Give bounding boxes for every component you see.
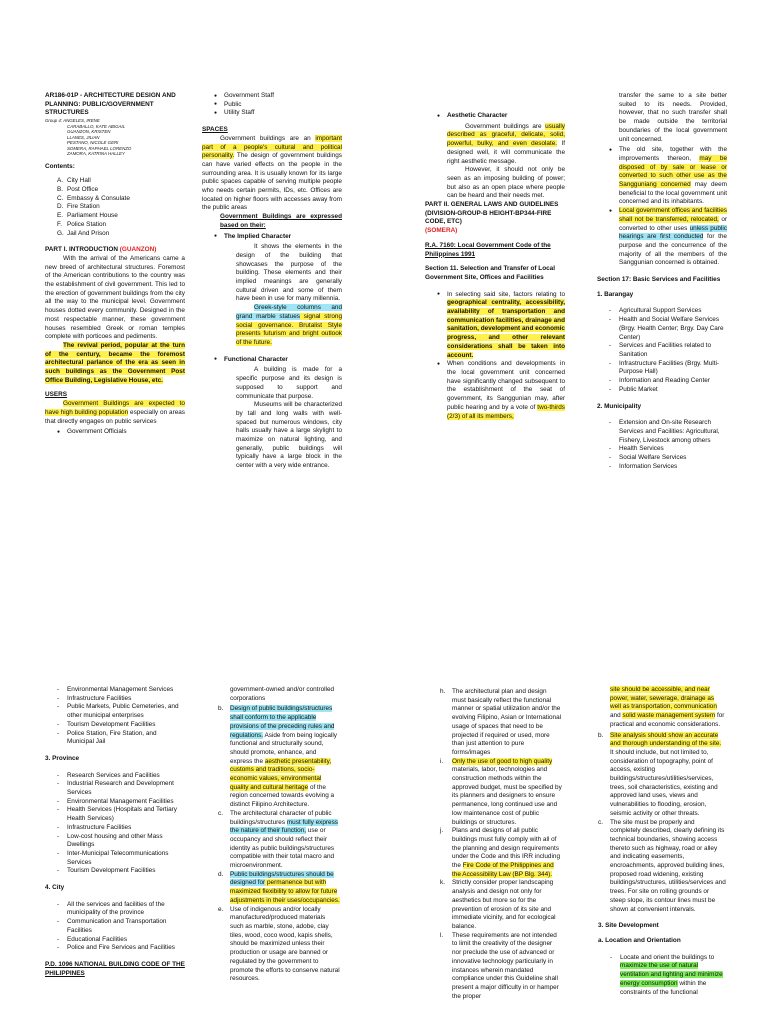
contents-item: E. Parliament House <box>57 212 118 220</box>
member: ZAMORA, KATRINA HALLEY <box>67 151 125 157</box>
group-members <box>45 118 185 157</box>
users-heading: USERS <box>45 391 68 399</box>
page2-column-3 <box>440 686 562 1003</box>
page1-column-2 <box>202 92 342 471</box>
province-heading: 3. Province <box>45 754 80 762</box>
functional-list <box>202 356 342 365</box>
page2-column-1 <box>45 686 185 978</box>
section11-item: ● Local government offices and facilities shall not be transferred, relocated, or converted to other uses unless public hearings are first conducted for the purpose and the concurrence of the majority of all the members of the Sanggunian concerned is obtained. <box>597 207 727 268</box>
aesthetic-paragraph-2: However, it should not only be seen as an imposing building of power; but also as an open place where people can be heard and their needs met. <box>447 166 565 200</box>
contents-item: G. Jail And Prison <box>57 229 110 237</box>
barangay-item: - Services and Facilities related to Sanitation <box>597 342 727 359</box>
member: CARABALLO, KATE ABIGAIL <box>67 123 126 129</box>
municipality-item: - Tourism Development Facilities <box>45 721 185 730</box>
pd1096-heading: P.D. 1096 NATIONAL BUILDING CODE OF THE PHILIPPINES <box>45 960 185 977</box>
intro-continued: government-owned and/or controlled corporations <box>230 686 335 702</box>
site-paragraph-continued: site should be accessible, and near power, water, sewerage, drainage as well as transportation, communication and solid waste management system for practical and economic considerations. <box>610 686 725 728</box>
contents-item: C. Embassy & Consulate <box>57 194 130 202</box>
municipality-item: - Environmental Management Services <box>45 686 185 695</box>
barangay-item: - Health and Social Welfare Services (Brgy. Health Center; Brgy. Day Care Center) <box>597 316 727 342</box>
barangay-heading: 1. Barangay <box>597 290 634 298</box>
guideline-list <box>218 705 340 984</box>
section11-list-continued <box>597 146 727 268</box>
page2-column-4 <box>598 686 726 999</box>
intro-paragraph-1: With the arrival of the Americans came a new breed of architectural structures. Foremost of the American contributions to the country was the establishment of civil government. This led to the erection of government buildings from the city all the way to the municipal level. Government houses dotted every community. Designed in the most respectable manner, these government houses resembled Greek or roman temples complete with porticoes and pediments. <box>45 254 185 341</box>
member: SOMERA, RAPHAEL LORENZO <box>67 145 132 151</box>
municipality-list-continued <box>45 686 185 747</box>
implied-paragraph-2: Greek-style columns and grand marble statues signal strong social governance. Brutalist Style presents futurism and bright outlook of the future. <box>236 304 342 346</box>
document-title: AR186-01P - ARCHITECTURE DESIGN AND PLANNING: PUBLIC/GOVERNMENT STRUCTURES <box>45 92 176 117</box>
guideline-item-i: i. Only the use of good to high quality materials, labor, technologies and construction methods within the approved budget, must be specified by its planners and designers to ensure permanence, long continued use and low maintenance cost of public buildings or structures. <box>440 757 562 826</box>
page1-column-1 <box>45 92 185 439</box>
users-list-item: ● Utility Staff <box>202 109 342 118</box>
section11-item: ● When conditions and developments in the local government unit concerned have significantly changed subsequent to the establishment of the seat of government, its Sanggunian may, after public hearing and by a vote of two-thirds (2/3) of all its members, <box>425 360 565 421</box>
implied-paragraph-1: It shows the elements in the design of the building that showcases the purpose of the building. These elements and their implied meanings are generally cultural driven and some of them have been in use for many millennia. <box>236 243 342 303</box>
guideline-item-l: l. These requirements are not intended to limit the creativity of the designer nor preclude the use of advanced or innovative technology particularly in instances wherein mandated compliance under this Guideline shall present a major difficulty in or hamper the proper <box>440 931 559 1000</box>
site-item-b: b. Site analysis should show an accurate and thorough understanding of the site. It should include, but not limited to, consideration of topography, point of access, existing buildings/structures/utilities/services, trees, soil characteristics, existing and approved land uses, views and vulnerabilities to flooding, erosion, seismic activity or other threats. <box>598 731 722 817</box>
barangay-item: - Information and Reading Center <box>597 377 727 386</box>
contents-item: F. Police Station <box>57 220 107 228</box>
municipality-item: - Health Services <box>597 445 727 454</box>
member: GUANZON, KRISTEN <box>67 129 111 135</box>
part2-heading: PART II. GENERAL LAWS AND GUIDELINES (DIVISION-GROUP-B HEIGHT-BP344-FIRE CODE, ETC) (SOMERA) <box>425 201 559 235</box>
guideline-item-k: k. Strictly consider proper landscaping analysis and design not only for aesthetics but more so for the prevention of erosion of its site and immediate vicinity, and for ecological balance. <box>440 879 556 930</box>
page1-column-4 <box>597 92 727 473</box>
province-item: - Health Services (Hospitals and Tertiary Health Services) <box>45 806 185 823</box>
contents-item: B. Post Office <box>57 186 99 194</box>
city-item: - All the services and facilities of the municipality of the province <box>45 901 185 918</box>
guideline-list-continued <box>440 688 562 1001</box>
municipality-item: - Police Station, Fire Station, and Municipal Jail <box>45 730 185 747</box>
users-list-item: ● Public <box>202 101 342 110</box>
municipality-list <box>597 419 727 471</box>
section11-list <box>425 291 565 422</box>
intro-paragraph-2: The revival period, popular at the turn of the century, became the foremost architectural parlance of the era as seen in such buildings as the Government Post Office Building, Legislative House, etc. <box>45 341 185 384</box>
barangay-item: - Public Market <box>597 386 727 395</box>
site-development-heading: 3. Site Development <box>598 922 659 930</box>
contents-item: A. City Hall <box>57 177 91 185</box>
location-item: - Locate and orient the buildings to maximize the use of natural ventilation and lighting and minimize energy consumption within the constraints of the functional <box>598 954 726 998</box>
section11-item: ● In selecting said site, factors relating to geographical centrality, accessibility, availability of transportation and communication facilities, drainage and sanitation, development and economic progress, and other relevant considerations shall be taken into account. <box>425 291 565 361</box>
expressed-heading: Government Buildings are expressed based on their: <box>220 213 342 229</box>
city-item: - Educational Facilities <box>45 936 185 945</box>
city-heading: 4. City <box>45 884 65 892</box>
implied-list <box>202 233 342 242</box>
site-list <box>598 732 726 915</box>
implied-heading: ● The Implied Character <box>202 233 342 242</box>
province-item: - Research Services and Facilities <box>45 772 185 781</box>
city-item: - Police and Fire Services and Facilities <box>45 944 185 953</box>
province-item: - Inter-Municipal Telecommunications Services <box>45 850 185 867</box>
guideline-item-e: e. Use of indigenous and/or locally manufactured/produced materials such as marble, stone, adobe, clay tiles, wood, coco wood, kapis shells, should be maximized unless their production or usage are banned or regulated by the government to promote the efforts to conserve natural resources. <box>218 905 340 983</box>
location-heading: a. Location and Orientation <box>598 936 681 944</box>
barangay-list <box>597 307 727 394</box>
guideline-item-c: c. The architectural character of public buildings/structures must fully express the nature of their function, use or occupancy and should reflect their identity as public buildings/structures compatible with their total macro and microenvironment. <box>218 809 338 870</box>
page1-column-3 <box>425 92 565 423</box>
barangay-item: - Agricultural Support Services <box>597 307 727 316</box>
province-item: - Industrial Research and Development Services <box>45 780 185 797</box>
spaces-heading: SPACES <box>202 126 228 134</box>
city-list <box>45 901 185 953</box>
contents-heading: Contents: <box>45 162 75 170</box>
users-paragraph: Government Buildings are expected to have high building population especially on areas that directly engages on public services <box>45 400 185 425</box>
guideline-item-h: h. The architectural plan and design must basically reflect the functional manner or spatial utilization and/or the evolving Filipino, Asian or International usage of spaces that need to be projected if required or used, more than just attention to pure forms/images <box>440 688 562 756</box>
implied-section <box>202 243 342 347</box>
province-item: - Infrastructure Facilities <box>45 824 185 833</box>
group-label: Group 4: ANGELES, IRENE <box>45 118 100 124</box>
municipality-item: - Infrastructure Facilities <box>45 695 185 704</box>
contents-list <box>45 177 185 238</box>
guideline-item-d: d. Public buildings/structures should be designed for permanence but with maximized flexibility to allow for future adjustments in their uses/occupancies. <box>218 870 340 904</box>
city-item: - Communication and Transportation Facilities <box>45 918 185 935</box>
ra-heading: R.A. 7160: Local Government Code of the Philippines 1991 <box>425 241 551 258</box>
spaces-paragraph: Government buildings are an important part of a people's cultural and political personality. The design of government buildings can have varied effects on the people in the surrounding area. It is usually known for its large public spaces capable of serving multiple people who needs certain permits, IDs, etc. Offices are located on higher floors with accesses away from the public areas <box>202 134 342 212</box>
users-list-item: ● Government Staff <box>202 92 342 101</box>
guideline-item-j: j. Plans and designs of all public buildings must fully comply with all of the planning and design requirements under the Code and this IRR including the Fire Code of the Philippines and the Accessibility Law (BP Blg. 344). <box>440 827 560 878</box>
functional-heading: ● Functional Character <box>202 356 342 365</box>
functional-paragraph-2: Museums will be characterized by tall and long walls with well-spaced but numerous windows, city halls usually have a large skylight to maximize on natural lighting, and generally, public buildings will typically have a large block in the center with a very wide entrance. <box>236 401 342 470</box>
member: LLANES, JILIAN <box>67 134 100 140</box>
contents-item: D. Fire Station <box>57 203 100 211</box>
municipality-item: - Social Welfare Services <box>597 454 727 463</box>
aesthetic-heading: ● Aesthetic Character <box>425 112 565 121</box>
section11-item-continued: transfer the same to a site better suited to its needs. Provided, however, that no such transfer shall be made outside the territorial boundaries of the local government unit concerned. <box>619 92 727 143</box>
municipality-item: - Information Services <box>597 463 727 472</box>
province-list <box>45 772 185 876</box>
users-list <box>45 428 185 437</box>
aesthetic-paragraph-1: Government buildings are usually described as graceful, delicate, solid, powerful, bulky, and even desolate. If designed well, it will communicate the right aesthetic message. <box>447 122 565 165</box>
province-item: - Tourism Development Facilities <box>45 867 185 876</box>
functional-paragraph-1: A building is made for a specific purpose and its design is supposed to support and communicate that purpose. <box>236 366 342 400</box>
users-list-item: ● Government Officials <box>45 428 185 437</box>
province-item: - Low-cost housing and other Mass Dwellings <box>45 833 185 850</box>
part1-heading: PART I. INTRODUCTION (GUANZON) <box>45 246 157 254</box>
document-page-2 <box>0 686 768 1024</box>
municipality-heading: 2. Municipality <box>597 402 642 410</box>
aesthetic-section <box>425 123 565 201</box>
users-list-continued <box>202 92 342 118</box>
province-item: - Environmental Management Facilities <box>45 798 185 807</box>
site-item-c: c. The site must be properly and completely described, clearly defining its technical boundaries, showing access thereto such as highway, road or alley and indicating easements, encroachments, approved building lines, proposed road widening, existing buildings/structures, utilities/services and trees. For site on rolling grounds or steep slope, its contour lines must be shown at convenient intervals. <box>598 818 726 913</box>
section11-item: ● The old site, together with the improvements thereon, may be disposed of by sale or lease or converted to such other use as the Sangguniang concerned may deem beneficial to the local government unit concerned and its inhabitants. <box>597 146 727 207</box>
location-list <box>598 954 726 998</box>
guideline-item-b: b. Design of public buildings/structures shall conform to the applicable provisions of the preceding rules and regulations. Aside from being logically functional and structurally sound, should promote, enhance, and express the aesthetic presentability, customs and traditions, socio-economic values, environmental quality and cultural heritage of the region concerned towards evolving a distinct Filipino Architecture. <box>218 705 337 809</box>
aesthetic-list <box>425 112 565 121</box>
page2-column-2 <box>218 686 340 986</box>
municipality-item: - Public Markets, Public Cemeteries, and other municipal enterprises <box>45 703 185 720</box>
section17-heading: Section 17: Basic Services and Facilities <box>597 276 721 284</box>
member: PESTANO, NICOLE GERI <box>67 140 119 146</box>
barangay-item: - Infrastructure Facilities (Brgy. Multi-Purpose Hall) <box>597 360 727 377</box>
functional-section <box>202 366 342 470</box>
municipality-item: - Extension and On-site Research Services and Facilities: Agricultural, Fishery, Livestock among others <box>597 419 727 445</box>
section11-heading: Section 11. Selection and Transfer of Local Government Site, Offices and Facilities <box>425 265 555 281</box>
